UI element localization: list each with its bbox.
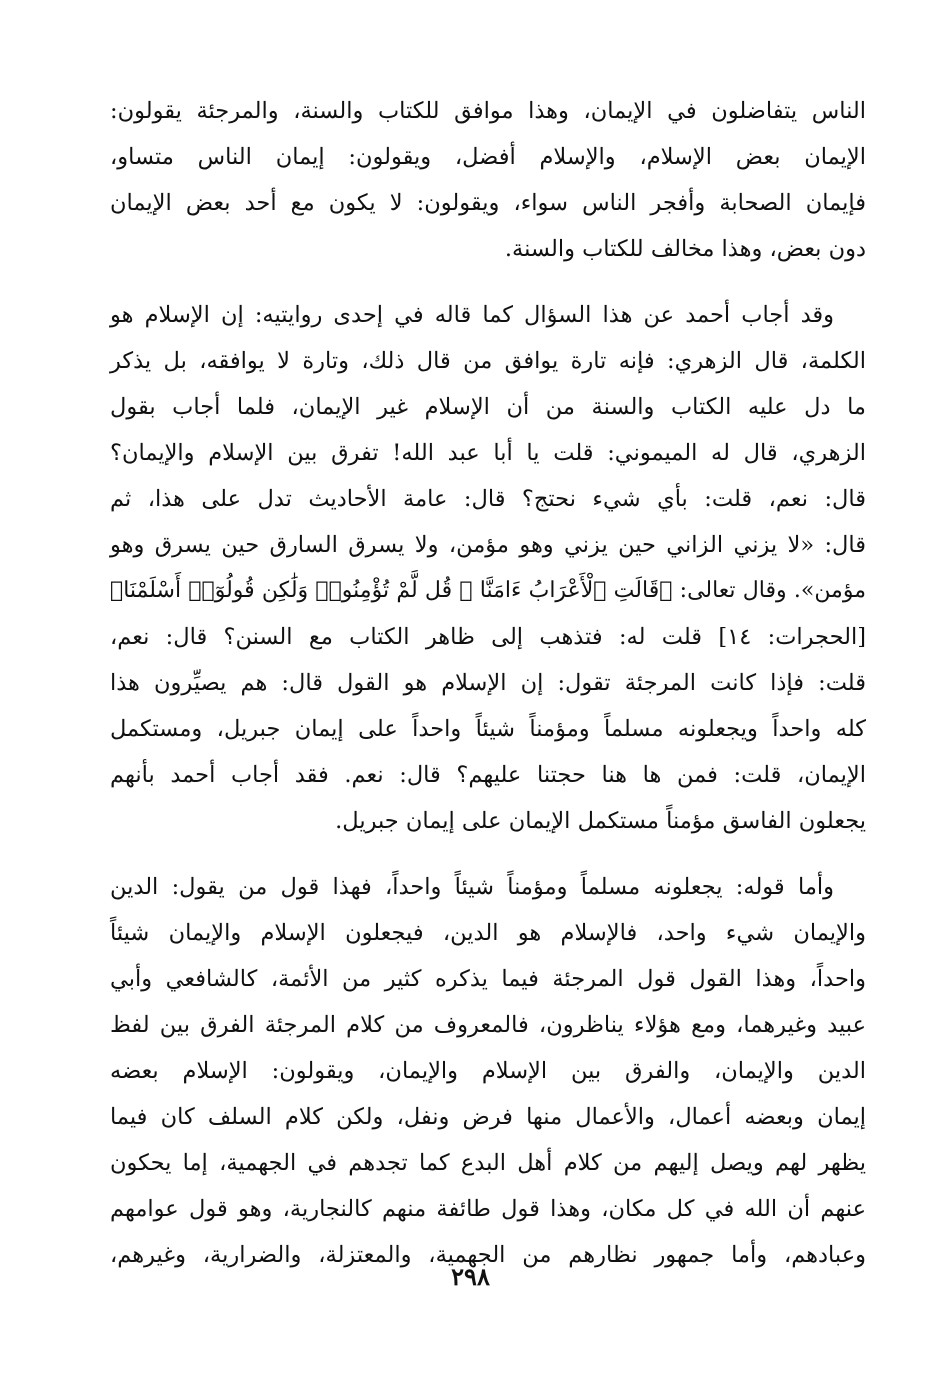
quran-verse-line: مؤمن». وقال تعالى: ﴿قَالَتِ ٱلْأَعْرَابُ ءَامَنَّا ۖ قُل لَّمْ تُؤْمِنُوا۟ وَلَٰكِن قُولُوٓا۟ أَسْلَمْنَا﴾ <box>110 578 866 603</box>
paragraph-3 <box>110 864 866 1278</box>
text-line: عبيد وغيرهما، ومع هؤلاء يناظرون، فالمعروف من كلام المرجئة الفرق بين لفظ <box>110 1012 866 1038</box>
text-line: الزهري، قال له الميموني: قلت يا أبا عبد الله! تفرق بين الإسلام والإيمان؟ <box>110 440 866 466</box>
text-line: إيمان وبعضه أعمال، والأعمال منها فرض ونفل، ولكن كلام السلف كان فيما <box>110 1104 866 1130</box>
paragraph-2 <box>110 292 866 844</box>
text-line: الإيمان، قلت: فمن ها هنا حجتنا عليهم؟ قال: نعم. فقد أجاب أحمد بأنهم <box>110 762 866 788</box>
text-line: وعبادهم، وأما جمهور نظارهم من الجهمية، والمعتزلة، والضرارية، وغيرهم، <box>110 1242 866 1268</box>
text-line: واحداً، وهذا القول قول المرجئة فيما يذكره كثير من الأئمة، كالشافعي وأبي <box>110 966 866 992</box>
text-line: فإيمان الصحابة وأفجر الناس سواء، ويقولون: لا يكون مع أحد بعض الإيمان <box>110 190 866 216</box>
page-number: ٢٩٨ <box>451 1262 490 1291</box>
text-line: يظهر لهم ويصل إليهم من كلام أهل البدع كما تجدهم في الجهمية، إما يحكون <box>110 1150 866 1176</box>
text-line: والإيمان شيء واحد، فالإسلام هو الدين، فيجعلون الإسلام والإيمان شيئاً <box>110 920 866 946</box>
text-line: الكلمة، قال الزهري: فإنه تارة يوافق من قال ذلك، وتارة لا يوافقه، بل يذكر <box>110 348 866 374</box>
text-line: [الحجرات: ١٤] قلت له: فتذهب إلى ظاهر الكتاب مع السنن؟ قال: نعم، <box>110 624 866 650</box>
paragraph-1 <box>110 88 866 272</box>
text-line: قال: «لا يزني الزاني حين يزني وهو مؤمن، ولا يسرق السارق حين يسرق وهو <box>110 532 866 558</box>
text-line: الإيمان بعض الإسلام، والإسلام أفضل، ويقولون: إيمان الناس متساو، <box>110 144 866 170</box>
text-line: دون بعض، وهذا مخالف للكتاب والسنة. <box>504 236 866 262</box>
text-line: وأما قوله: يجعلونه مسلماً ومؤمناً شيئاً واحداً، فهذا قول من يقول: الدين <box>110 874 834 900</box>
text-line: يجعلون الفاسق مؤمناً مستكمل الإيمان على إيمان جبريل. <box>335 808 866 834</box>
text-line: الناس يتفاضلون في الإيمان، وهذا موافق للكتاب والسنة، والمرجئة يقولون: <box>110 98 866 124</box>
text-line: قلت: فإذا كانت المرجئة تقول: إن الإسلام هو القول قال: هم يصيِّرون هذا <box>110 670 866 696</box>
text-line: وقد أجاب أحمد عن هذا السؤال كما قاله في إحدى روايتيه: إن الإسلام هو <box>110 302 834 328</box>
text-line: قال: نعم، قلت: بأي شيء نحتج؟ قال: عامة الأحاديث تدل على هذا، ثم <box>110 486 866 512</box>
text-line: الدين والإيمان، والفرق بين الإسلام والإيمان، ويقولون: الإسلام بعضه <box>110 1058 866 1084</box>
page-body <box>110 88 866 1278</box>
text-line: عنهم أن الله في كل مكان، وهذا قول طائفة منهم كالنجارية، وهو قول عوامهم <box>110 1196 866 1222</box>
text-line: ما دل عليه الكتاب والسنة من أن الإسلام غير الإيمان، فلما أجاب بقول <box>110 394 866 420</box>
text-line: كله واحداً ويجعلونه مسلماً ومؤمناً شيئاً واحداً على إيمان جبريل، ومستكمل <box>110 716 866 742</box>
